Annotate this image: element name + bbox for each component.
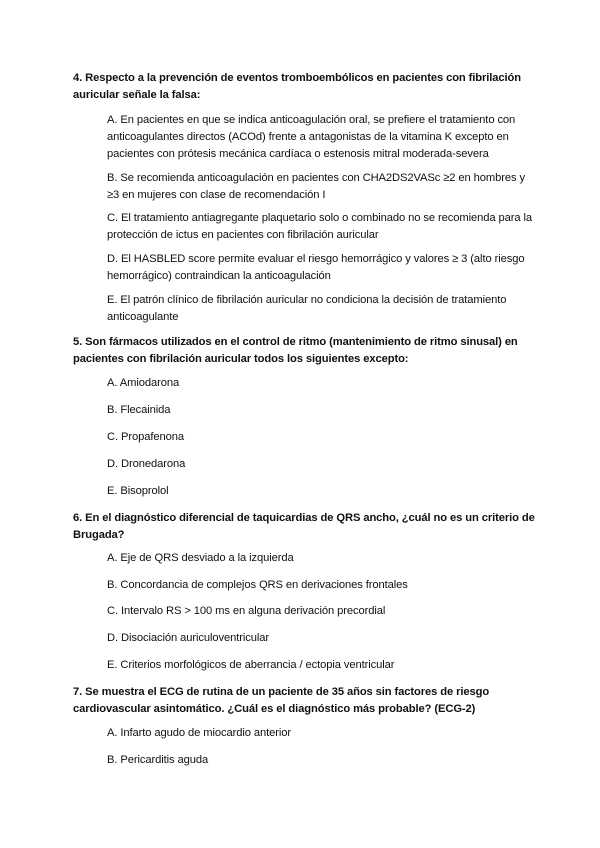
- question-7-option-a: A. Infarto agudo de miocardio anterior: [107, 727, 292, 739]
- question-4-option-e: E. El patrón clínico de fibrilación auricular no condiciona la decisión de tratamiento anticoagulante: [107, 294, 507, 323]
- question-4-text: 4. Respecto a la prevención de eventos tromboembólicos en pacientes con fibrilación auricular señale la falsa:: [73, 72, 522, 101]
- question-5-text: 5. Son fármacos utilizados en el control de ritmo (mantenimiento de ritmo sinusal) en pacientes con fibrilación auricular todos los siguientes excepto:: [73, 336, 518, 365]
- question-4-option-d: D. El HASBLED score permite evaluar el riesgo hemorrágico y valores ≥ 3 (alto riesgo hemorrágico) contraindican la anticoagulación: [107, 253, 525, 282]
- question-7-option-b: B. Pericarditis aguda: [107, 754, 209, 766]
- question-7-text: 7. Se muestra el ECG de rutina de un paciente de 35 años sin factores de riesgo cardiovascular asintomático. ¿Cuál es el diagnóstico más probable? (ECG-2): [73, 686, 490, 715]
- question-5-option-e: E. Bisoprolol: [107, 485, 169, 497]
- question-6-option-d: D. Disociación auriculoventricular: [107, 632, 269, 644]
- question-6-option-b: B. Concordancia de complejos QRS en derivaciones frontales: [107, 579, 408, 591]
- question-6-option-c: C. Intervalo RS > 100 ms en alguna derivación precordial: [107, 605, 386, 617]
- question-5-option-a: A. Amiodarona: [107, 377, 180, 389]
- question-4-option-c: C. El tratamiento antiagregante plaquetario solo o combinado no se recomienda para la protección de ictus en pacientes con fibrilación auricular: [107, 212, 532, 241]
- question-5-option-b: B. Flecainida: [107, 404, 171, 416]
- question-6-option-e: E. Criterios morfológicos de aberrancia / ectopia ventricular: [107, 659, 395, 671]
- question-4-option-b: B. Se recomienda anticoagulación en pacientes con CHA2DS2VASc ≥2 en hombres y ≥3 en mujeres con clase de recomendación I: [107, 172, 526, 201]
- question-6-text: 6. En el diagnóstico diferencial de taquicardias de QRS ancho, ¿cuál no es un criterio de Brugada?: [73, 512, 535, 541]
- question-5-option-d: D. Dronedarona: [107, 458, 186, 470]
- question-4-option-a: A. En pacientes en que se indica anticoagulación oral, se prefiere el tratamiento con anticoagulantes directos (ACOd) frente a antagonistas de la vitamina K excepto en pacientes con prótesis mecánica cardíaca o estenosis mitral moderada-severa: [107, 114, 516, 160]
- question-6-option-a: A. Eje de QRS desviado a la izquierda: [107, 552, 294, 564]
- question-5-option-c: C. Propafenona: [107, 431, 184, 443]
